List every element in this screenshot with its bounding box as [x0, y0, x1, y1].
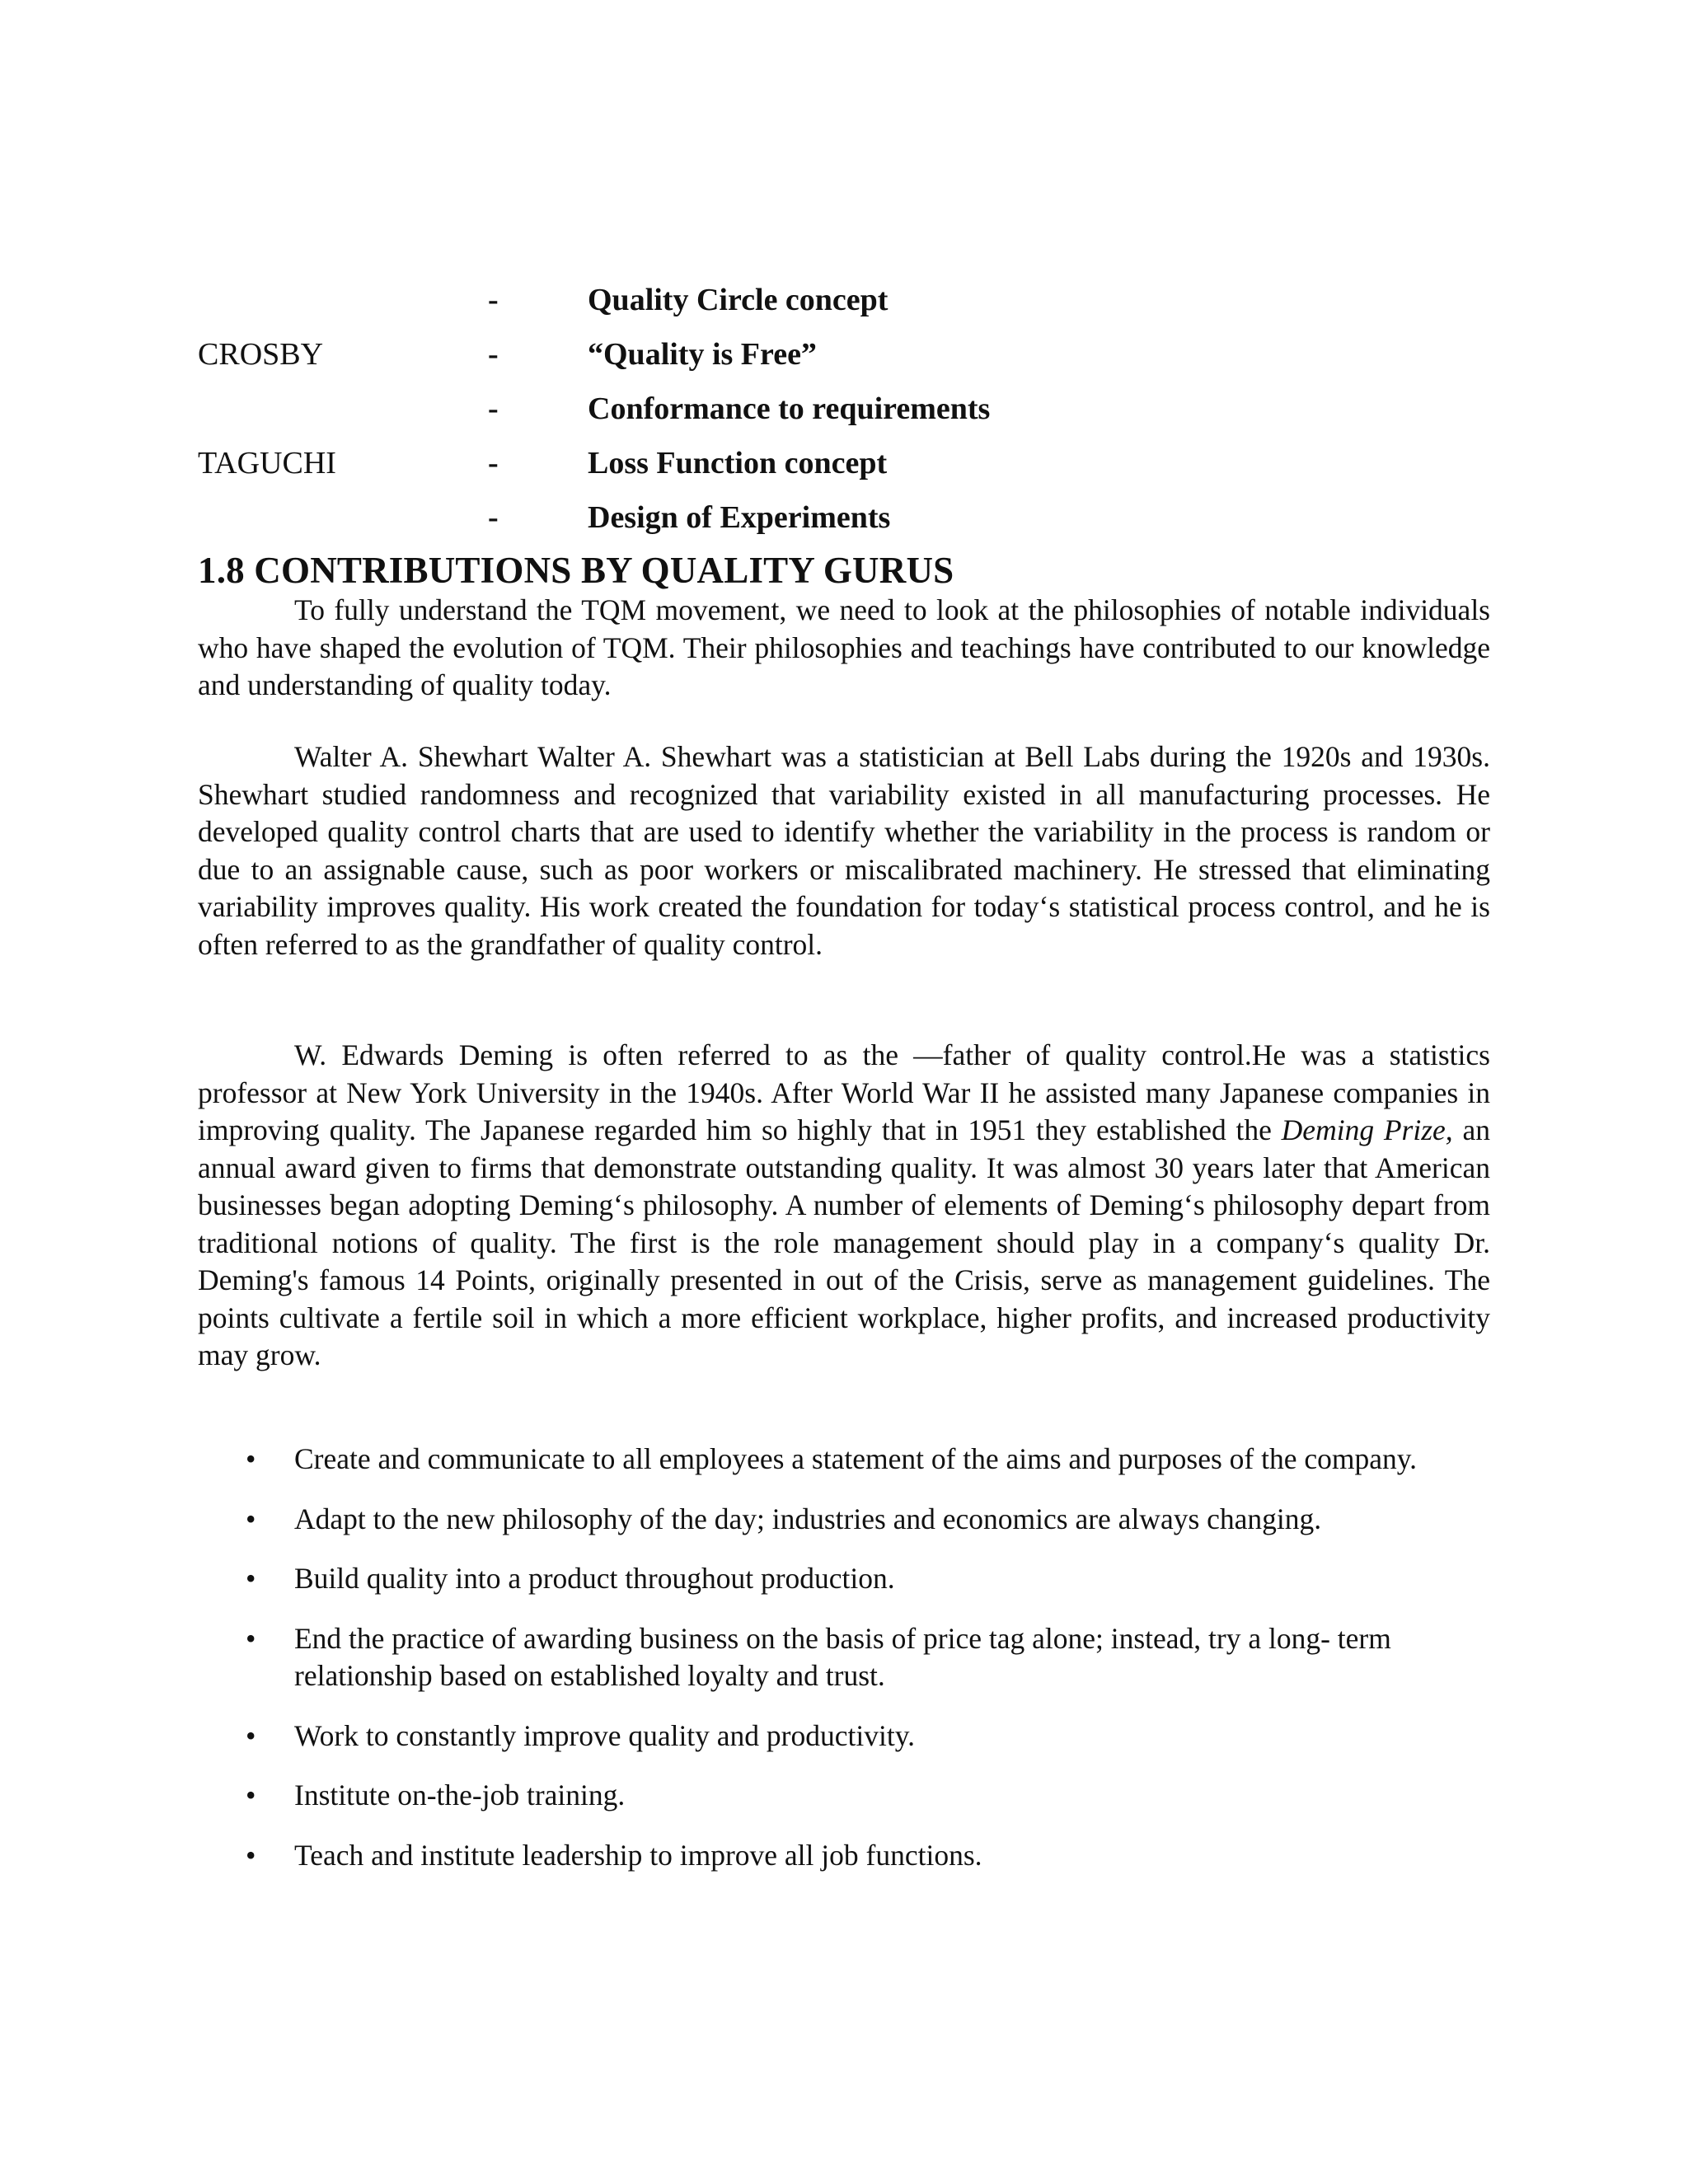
guru-dash: -: [488, 446, 499, 480]
bullet-icon: •: [246, 1621, 256, 1655]
guru-contribution: Conformance to requirements: [588, 391, 991, 426]
guru-row: [198, 490, 1517, 545]
deming-paragraph: [198, 1037, 1490, 1375]
guru-name: TAGUCHI: [198, 446, 336, 480]
list-item: [198, 1441, 1492, 1479]
bullet-icon: •: [246, 1838, 256, 1872]
intro-paragraph: To fully understand the TQM movement, we need to look at the philosophies of notable individuals who have shaped the evolution of TQM. Their philosophies and teachings have contributed to our knowledge and understanding of quality today.: [198, 593, 1490, 701]
guru-dash: -: [488, 391, 499, 426]
guru-dash: -: [488, 337, 499, 372]
list-item-text: Build quality into a product throughout production.: [294, 1562, 895, 1595]
guru-contribution: Loss Function concept: [588, 446, 888, 480]
deming-text-start: W. Edwards Deming is often referred to as the ―father of quality control.He was a statistics professor at New York University in the 1940s. After World War II he assisted many Japanese companies in improving quality. The Japanese regarded him so highly that in 1951 they established the: [198, 1038, 1490, 1146]
list-item: [198, 1560, 1492, 1598]
list-item-text: Work to constantly improve quality and productivity.: [294, 1718, 916, 1752]
guru-name: CROSBY: [198, 337, 324, 372]
guru-row: [198, 436, 1517, 490]
deming-text-end: an annual award given to firms that demonstrate outstanding quality. It was almost 30 years later that American businesses began adopting Deming‘s philosophy. A number of elements of Deming‘s philosophy depart from traditional notions of quality. The first is the role management should play in a company‘s quality Dr. Deming's famous 14 Points, originally presented in out of the Crisis, serve as management guidelines. The points cultivate a fertile soil in which a more efficient workplace, higher profits, and increased productivity may grow.: [198, 1113, 1490, 1371]
gurus-contribution-table: [198, 273, 1517, 545]
section-heading: 1.8 CONTRIBUTIONS BY QUALITY GURUS: [198, 550, 954, 591]
list-item-text: Create and communicate to all employees a statement of the aims and purposes of the company.: [294, 1442, 1418, 1475]
list-item-text: End the practice of awarding business on the basis of price tag alone; instead, try a long- term relationship based on established loyalty and trust.: [294, 1621, 1391, 1692]
guru-contribution: Design of Experiments: [588, 500, 891, 535]
list-item: [198, 1837, 1492, 1875]
shewhart-paragraph: Walter A. Shewhart Walter A. Shewhart was a statistician at Bell Labs during the 1920s and 1930s. Shewhart studied randomness and recognized that variability existed in all manufacturing processes. He developed quality control charts that are used to identify whether the variability in the process is random or due to an assignable cause, such as poor workers or miscalibrated machinery. He stressed that eliminating variability improves quality. His work created the foundation for today‘s statistical process control, and he is often referred to as the grandfather of quality control.: [198, 740, 1490, 961]
guru-dash: -: [488, 500, 499, 535]
list-item: [198, 1620, 1492, 1695]
guru-dash: -: [488, 283, 499, 317]
bullet-icon: •: [246, 1779, 256, 1811]
list-item: [198, 1718, 1492, 1755]
list-item-text: Adapt to the new philosophy of the day; industries and economics are always changing.: [294, 1502, 1322, 1535]
bullet-icon: •: [246, 1442, 256, 1475]
bullet-icon: •: [246, 1718, 256, 1752]
deming-prize-term: Deming Prize,: [1281, 1113, 1453, 1146]
list-item: [198, 1501, 1492, 1539]
bullet-icon: •: [246, 1562, 256, 1595]
guru-row: [198, 273, 1517, 327]
guru-contribution: “Quality is Free”: [588, 337, 817, 372]
guru-row: [198, 327, 1517, 382]
bullet-icon: •: [246, 1502, 256, 1535]
list-item: [198, 1777, 1492, 1815]
guru-row: [198, 382, 1517, 436]
list-item-text: Institute on-the-job training.: [294, 1779, 626, 1811]
deming-points-list: [198, 1441, 1492, 1896]
list-item-text: Teach and institute leadership to improve all job functions.: [294, 1838, 982, 1872]
guru-contribution: Quality Circle concept: [588, 283, 889, 317]
